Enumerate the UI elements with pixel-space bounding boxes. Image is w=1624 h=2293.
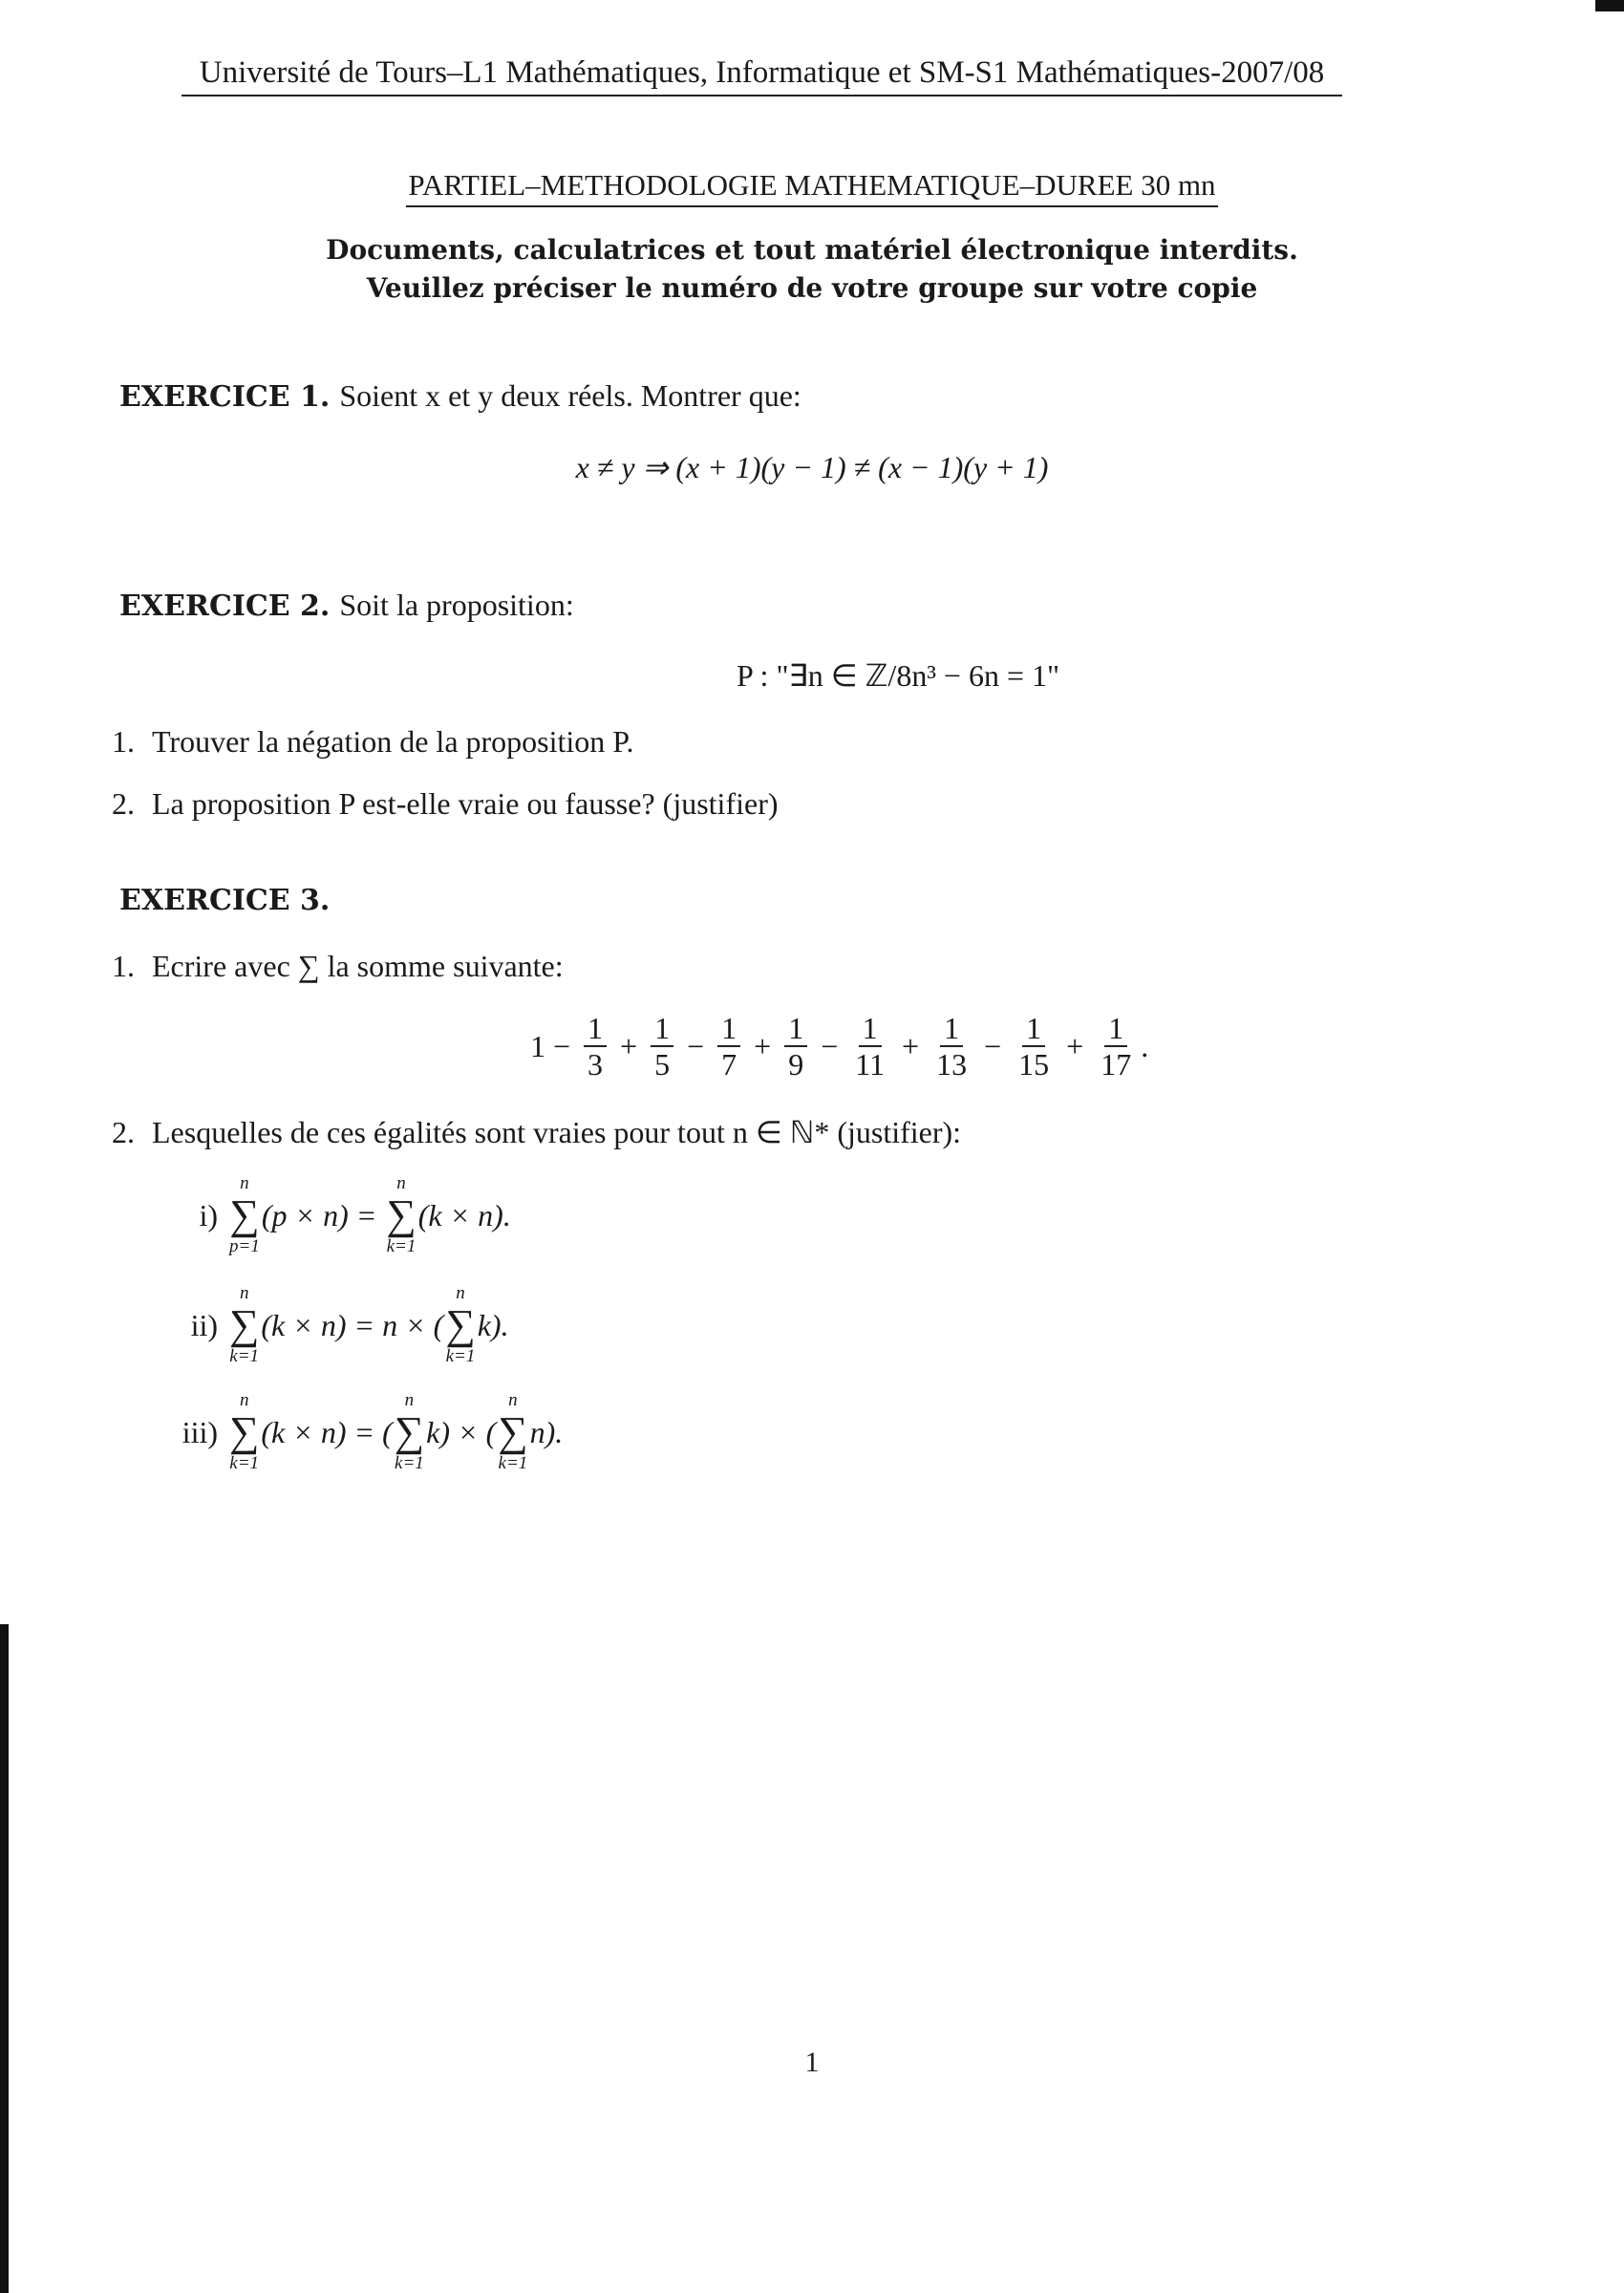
equality-term: k) × ( — [426, 1414, 497, 1449]
equality-ii — [170, 1283, 509, 1367]
sum-operator: + — [620, 1028, 638, 1063]
equality-iii — [170, 1390, 563, 1474]
sigma-lower: k=1 — [229, 1453, 260, 1473]
sigma-upper: n — [508, 1390, 518, 1410]
sigma-upper: n — [239, 1283, 249, 1303]
sigma-lower: k=1 — [395, 1453, 424, 1473]
scan-edge-corner — [1595, 0, 1624, 11]
equality-term: (k × n) = ( — [261, 1414, 393, 1449]
fraction-numerator: 1 — [859, 1011, 882, 1047]
fraction — [851, 1011, 888, 1082]
fraction-denominator: 5 — [654, 1047, 671, 1082]
sigma-upper: n — [396, 1173, 406, 1193]
question-text: Lesquelles de ces égalités sont vraies pour tout n ∈ ℕ* (justifier): — [152, 1115, 962, 1149]
equality-label: i) — [199, 1197, 218, 1232]
exercise-2-text: Soit la proposition: — [339, 588, 574, 622]
fraction-numerator: 1 — [717, 1011, 740, 1047]
sigma-sum — [498, 1390, 527, 1474]
exercise-2-question-2 — [112, 786, 779, 822]
sigma-icon: ∑ — [229, 1301, 260, 1348]
exercise-3-heading: EXERCICE 3. — [119, 884, 331, 917]
equality-term: (k × n) = n × ( — [261, 1307, 444, 1342]
exercise-2-heading — [119, 588, 574, 623]
fraction-numerator: 1 — [584, 1011, 607, 1047]
exercise-3-question-1 — [112, 949, 564, 984]
question-number: 1. — [112, 949, 135, 983]
fraction — [584, 1011, 607, 1082]
fraction-denominator: 15 — [1018, 1047, 1050, 1082]
equality-label: ii) — [190, 1307, 218, 1342]
exercise-1-formula: x ≠ y ⇒ (x + 1)(y − 1) ≠ (x − 1)(y + 1) — [575, 450, 1049, 484]
fraction — [1097, 1011, 1135, 1082]
fraction — [932, 1011, 971, 1082]
instruction-line-1: Documents, calculatrices et tout matériel électronique interdits. — [326, 234, 1298, 266]
fraction-denominator: 3 — [588, 1047, 604, 1082]
page-number: 1 — [804, 2047, 820, 2078]
exercise-2-formula: P : "∃n ∈ ℤ/8n³ − 6n = 1" — [736, 658, 1060, 693]
question-text: Ecrire avec ∑ la somme suivante: — [152, 949, 564, 983]
sigma-lower: p=1 — [229, 1236, 260, 1256]
sigma-upper: n — [404, 1390, 415, 1410]
fraction — [717, 1011, 740, 1082]
fraction-denominator: 13 — [936, 1047, 968, 1082]
equality-term: k). — [477, 1307, 509, 1342]
exercise-2-question-1 — [112, 724, 634, 760]
page-header: Université de Tours–L1 Mathématiques, Informatique et SM-S1 Mathématiques-2007/08 — [182, 55, 1342, 96]
fraction-denominator: 17 — [1100, 1047, 1132, 1082]
sigma-icon: ∑ — [498, 1408, 528, 1455]
question-text: Trouver la négation de la proposition P. — [152, 724, 634, 759]
sigma-lower: k=1 — [498, 1453, 528, 1473]
fraction-numerator: 1 — [1022, 1011, 1045, 1047]
sigma-lower: k=1 — [386, 1236, 417, 1256]
sum-operator: − — [984, 1028, 1002, 1063]
exercise-2-label: EXERCICE 2. — [119, 589, 331, 623]
sum-end: . — [1141, 1028, 1149, 1063]
fraction — [1015, 1011, 1053, 1082]
exercise-3-question-2 — [112, 1114, 961, 1150]
sum-operator: − — [687, 1028, 705, 1063]
exercise-1-heading — [119, 378, 801, 414]
exercise-1-text: Soient x et y deux réels. Montrer que: — [339, 378, 801, 413]
sigma-sum — [229, 1390, 259, 1474]
sigma-icon: ∑ — [394, 1408, 425, 1455]
equality-i — [170, 1173, 511, 1257]
sum-operator: + — [754, 1028, 772, 1063]
fraction-numerator: 1 — [1104, 1011, 1127, 1047]
sum-operator: − — [821, 1028, 839, 1063]
sigma-upper: n — [239, 1390, 249, 1410]
question-number: 2. — [112, 786, 135, 821]
sum-lead-term: 1 — [530, 1028, 545, 1063]
sum-operator: − — [553, 1028, 571, 1063]
fraction-denominator: 9 — [788, 1047, 804, 1082]
equality-term: (k × n). — [417, 1197, 511, 1232]
fraction-sum — [530, 1008, 1148, 1084]
title-wrap — [0, 168, 1624, 207]
sigma-icon: ∑ — [229, 1191, 260, 1238]
question-number: 1. — [112, 724, 135, 759]
fraction-numerator: 1 — [651, 1011, 673, 1047]
sigma-sum — [229, 1283, 259, 1367]
sigma-icon: ∑ — [445, 1301, 476, 1348]
exam-title: PARTIEL–METHODOLOGIE MATHEMATIQUE–DUREE 30 mn — [406, 168, 1217, 207]
exercise-1-label: EXERCICE 1. — [119, 380, 331, 414]
scan-edge — [0, 1624, 9, 2293]
fraction-numerator: 1 — [940, 1011, 963, 1047]
instruction-line-2: Veuillez préciser le numéro de votre groupe sur votre copie — [366, 272, 1258, 304]
sigma-lower: k=1 — [229, 1346, 260, 1366]
sigma-upper: n — [456, 1283, 465, 1303]
question-number: 2. — [112, 1115, 135, 1149]
sigma-sum — [386, 1173, 416, 1257]
sigma-sum — [395, 1390, 424, 1474]
sigma-lower: k=1 — [445, 1346, 476, 1366]
sigma-upper: n — [240, 1173, 249, 1193]
sigma-sum — [445, 1283, 475, 1367]
question-text: La proposition P est-elle vraie ou fausse? (justifier) — [152, 786, 779, 821]
sum-operator: + — [1066, 1028, 1084, 1063]
fraction — [784, 1011, 807, 1082]
sigma-icon: ∑ — [229, 1408, 260, 1455]
fraction-numerator: 1 — [784, 1011, 807, 1047]
fraction-denominator: 7 — [721, 1047, 737, 1082]
equality-term: n). — [529, 1414, 564, 1449]
sigma-icon: ∑ — [386, 1191, 417, 1238]
equality-label: iii) — [182, 1414, 218, 1449]
sum-operator: + — [902, 1028, 920, 1063]
fraction — [651, 1011, 673, 1082]
sigma-sum — [229, 1173, 260, 1257]
equality-term: (p × n) = — [261, 1197, 377, 1232]
fraction-denominator: 11 — [855, 1047, 886, 1082]
